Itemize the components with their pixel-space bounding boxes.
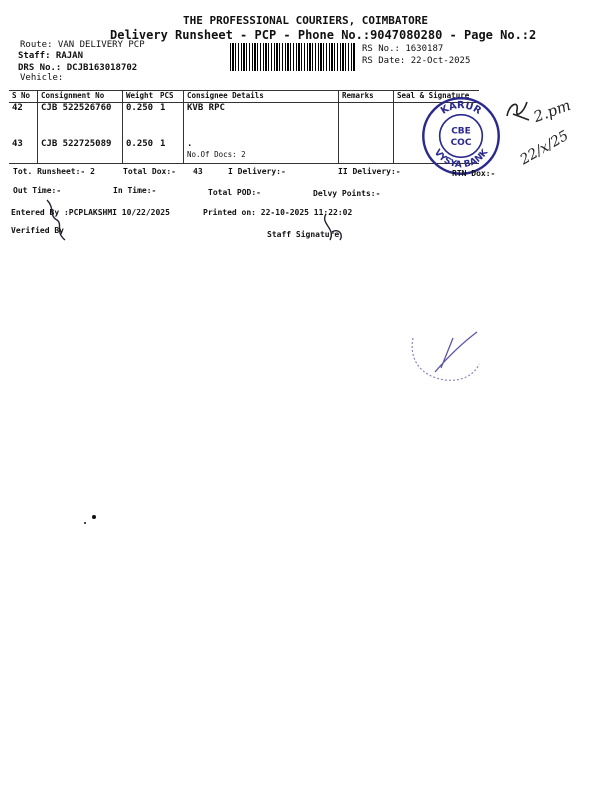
- rs-date: RS Date: 22-Oct-2025: [362, 56, 471, 66]
- row-sno: 42: [12, 103, 23, 113]
- route-label: Route: VAN DELIVERY PCP: [20, 40, 145, 50]
- delvy-points: Delvy Points:-: [313, 189, 381, 198]
- printed-on: Printed on: 22-10-2025 11:22:02: [203, 208, 353, 217]
- entered-by: Entered By :PCPLAKSHMI 10/22/2025: [11, 208, 170, 217]
- staff-signature-mark-icon: [318, 210, 348, 244]
- col-weight: Weight: [123, 91, 158, 103]
- barcode: [230, 43, 356, 71]
- col-remarks: Remarks: [339, 91, 394, 103]
- row-consignee: KVB RPC: [184, 103, 339, 140]
- col-consignment: Consignment No: [38, 91, 123, 103]
- stamp-text-top: KARUR: [438, 100, 484, 117]
- col-seal: Seal & Signature: [394, 91, 480, 103]
- handwritten-time: 2.pm: [531, 96, 574, 126]
- signature-scribble-icon: [503, 96, 533, 124]
- rtn-dox: RTN Dox:-: [452, 169, 496, 178]
- row-weight: 0.250: [123, 139, 158, 164]
- rs-number: RS No.: 1630187: [362, 44, 444, 54]
- staff-signature: Staff Signature: [267, 230, 340, 239]
- row-consignee: .: [187, 139, 193, 149]
- row-consignment: CJB 522526760: [38, 103, 123, 140]
- faint-seal-imprint-icon: [405, 328, 485, 386]
- runsheet-table: [9, 90, 479, 164]
- row-doc-count: No.Of Docs: 2: [187, 150, 246, 159]
- total-dox-label: Total Dox:-: [123, 167, 176, 176]
- col-sno: S No: [9, 91, 38, 103]
- in-time: In Time:-: [113, 186, 157, 195]
- i-delivery: I Delivery:-: [228, 167, 286, 176]
- staff-label: Staff: RAJAN: [18, 51, 84, 61]
- ink-speck: [84, 522, 86, 524]
- out-time: Out Time:-: [13, 186, 62, 195]
- row-consignment: CJB 522725089: [38, 139, 123, 164]
- stamp-text-inner-1: CBE: [451, 126, 471, 137]
- bank-seal-stamp: [420, 95, 502, 177]
- table-row: [9, 103, 479, 140]
- stamp-text-bottom: VYSYA BANK: [431, 147, 491, 171]
- verifier-signature-icon: [45, 198, 69, 242]
- stamp-text-inner-2: COC: [450, 138, 472, 149]
- total-dox-value: 43: [193, 167, 203, 176]
- handwritten-date: 22/x/25: [517, 127, 572, 169]
- company-name: THE PROFESSIONAL COURIERS, COIMBATORE: [183, 14, 429, 27]
- ii-delivery: II Delivery:-: [338, 167, 401, 176]
- total-runsheet: Tot. Runsheet:- 2: [13, 167, 95, 176]
- runsheet-title: Delivery Runsheet - PCP - Phone No.:9047080280 - Page No.:2: [110, 28, 537, 42]
- drs-number: DRS No.: DCJB163018702: [18, 63, 138, 73]
- table-row: [9, 139, 479, 164]
- ink-speck: [92, 515, 96, 519]
- total-pod: Total POD:-: [208, 188, 261, 197]
- vehicle-label: Vehicle:: [20, 73, 64, 83]
- row-pcs: 1: [157, 139, 184, 164]
- col-pcs: PCS: [157, 91, 184, 103]
- row-weight: 0.250: [123, 103, 158, 140]
- row-sno: 43: [9, 139, 38, 164]
- col-consignee: Consignee Details: [184, 91, 339, 103]
- verified-by: Verified By: [11, 226, 64, 235]
- row-pcs: 1: [160, 103, 166, 113]
